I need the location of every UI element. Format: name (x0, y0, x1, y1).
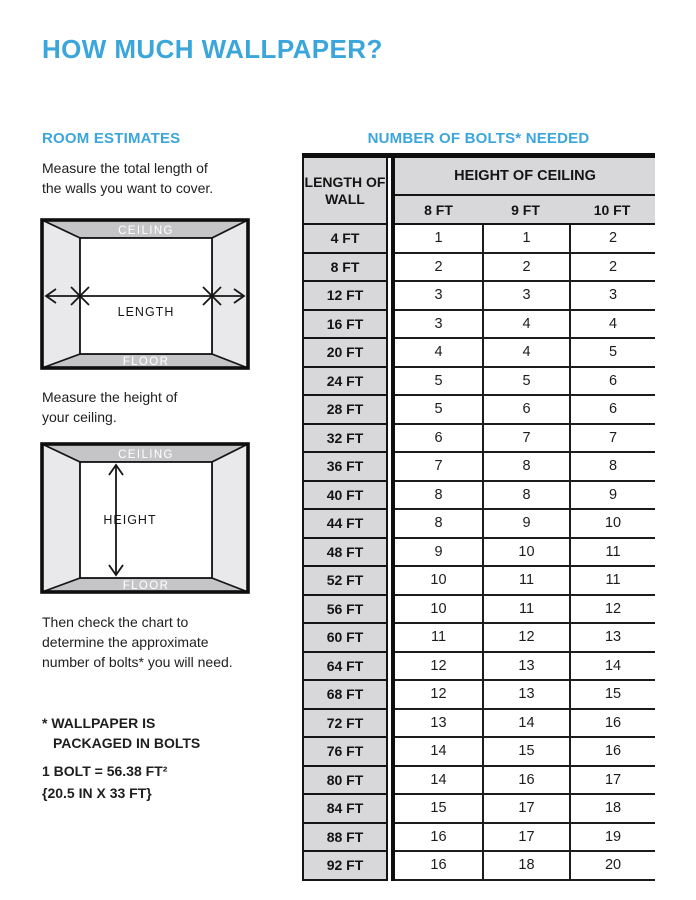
wall-length-cell: 8 FT (302, 254, 388, 283)
instruction-measure-height (42, 387, 177, 427)
bolt-count-cell: 20 (569, 852, 655, 881)
bolt-count-cell: 6 (395, 425, 482, 454)
bolt-count-cell: 12 (482, 624, 569, 653)
right-wall-face (212, 444, 248, 592)
wall-length-cell: 80 FT (302, 767, 388, 796)
table-row (302, 824, 655, 853)
wall-length-cell: 68 FT (302, 681, 388, 710)
bolt-count-cell: 17 (482, 795, 569, 824)
wall-length-cell: 40 FT (302, 482, 388, 511)
wall-length-cell: 36 FT (302, 453, 388, 482)
bolt-count-cell: 14 (395, 767, 482, 796)
column-divider-bar (388, 311, 395, 340)
bolt-count-cell: 7 (482, 425, 569, 454)
wall-length-cell: 4 FT (302, 225, 388, 254)
table-row (302, 738, 655, 767)
table-row (302, 282, 655, 311)
bolt-count-cell: 13 (569, 624, 655, 653)
column-divider-bar (388, 795, 395, 824)
bolt-count-cell: 3 (395, 282, 482, 311)
ceiling-label: CEILING (118, 225, 174, 237)
floor-label: FLOOR (122, 356, 170, 368)
bolt-count-cell: 16 (569, 738, 655, 767)
table-row (302, 225, 655, 254)
bolt-count-cell: 2 (569, 225, 655, 254)
bolt-count-cell: 3 (482, 282, 569, 311)
bolt-count-cell: 11 (482, 567, 569, 596)
column-divider-bar (388, 681, 395, 710)
bolt-count-cell: 12 (395, 681, 482, 710)
column-divider-bar (388, 624, 395, 653)
wall-length-cell: 60 FT (302, 624, 388, 653)
bolt-count-cell: 15 (569, 681, 655, 710)
bolt-count-cell: 8 (569, 453, 655, 482)
table-row (302, 653, 655, 682)
bolt-count-cell: 17 (569, 767, 655, 796)
bolt-count-cell: 12 (569, 596, 655, 625)
column-divider-bar (388, 710, 395, 739)
text-line: 1 BOLT = 56.38 FT² (42, 763, 168, 779)
instruction-measure-length (42, 158, 213, 198)
column-divider-bar (388, 225, 395, 254)
table-row (302, 425, 655, 454)
text-line: number of bolts* you will need. (42, 654, 233, 670)
bolt-count-cell: 11 (395, 624, 482, 653)
bolt-count-cell: 10 (395, 596, 482, 625)
bolt-count-cell: 3 (395, 311, 482, 340)
wall-length-cell: 84 FT (302, 795, 388, 824)
wall-length-cell: 44 FT (302, 510, 388, 539)
bolt-count-cell: 7 (395, 453, 482, 482)
wall-length-cell: 76 FT (302, 738, 388, 767)
text-line: the walls you want to cover. (42, 180, 214, 196)
wall-length-cell: 24 FT (302, 368, 388, 397)
table-row (302, 311, 655, 340)
table-row (302, 596, 655, 625)
bolt-count-cell: 6 (569, 368, 655, 397)
bolt-count-cell: 8 (482, 482, 569, 511)
column-divider-bar (388, 653, 395, 682)
bolt-count-cell: 19 (569, 824, 655, 853)
bolt-count-cell: 9 (569, 482, 655, 511)
text-line: PACKAGED IN BOLTS (53, 735, 201, 751)
table-row (302, 624, 655, 653)
bolt-count-cell: 11 (569, 567, 655, 596)
table-row (302, 539, 655, 568)
column-divider-bar (388, 453, 395, 482)
text-line: Measure the height of (42, 389, 178, 405)
wall-length-cell: 88 FT (302, 824, 388, 853)
room-diagram-height (40, 442, 250, 594)
instruction-check-chart (42, 612, 233, 672)
bolt-count-cell: 7 (569, 425, 655, 454)
wall-length-cell: 28 FT (302, 396, 388, 425)
column-divider-bar (388, 254, 395, 283)
table-row (302, 396, 655, 425)
room-diagram-length (40, 218, 250, 370)
header-row-1 (302, 158, 655, 196)
wall-length-cell: 32 FT (302, 425, 388, 454)
column-divider-bar (388, 339, 395, 368)
column-divider-bar (388, 158, 395, 225)
table-row (302, 710, 655, 739)
bolt-count-cell: 2 (569, 254, 655, 283)
column-divider-bar (388, 824, 395, 853)
bolt-count-cell: 8 (395, 510, 482, 539)
wall-length-cell: 48 FT (302, 539, 388, 568)
wall-length-cell: 20 FT (302, 339, 388, 368)
bolt-count-cell: 1 (395, 225, 482, 254)
bolt-count-cell: 5 (569, 339, 655, 368)
ceiling-label: CEILING (118, 449, 174, 461)
table-row (302, 339, 655, 368)
ceiling-height-cell: 10 FT (569, 196, 655, 225)
bolt-count-cell: 2 (395, 254, 482, 283)
bolts-table-body (302, 225, 655, 881)
table-row (302, 767, 655, 796)
ceiling-height-cell: 8 FT (395, 196, 482, 225)
bolt-size-note (42, 760, 167, 804)
bolt-count-cell: 17 (482, 824, 569, 853)
bolt-count-cell: 15 (395, 795, 482, 824)
page-title: HOW MUCH WALLPAPER? (42, 34, 383, 64)
bolt-count-cell: 10 (569, 510, 655, 539)
column-divider-bar (388, 738, 395, 767)
table-row (302, 852, 655, 881)
bolt-count-cell: 1 (482, 225, 569, 254)
column-divider-bar (388, 510, 395, 539)
text-line: Then check the chart to (42, 614, 189, 630)
table-row (302, 482, 655, 511)
bolt-count-cell: 16 (395, 824, 482, 853)
column-divider-bar (388, 482, 395, 511)
column-divider-bar (388, 596, 395, 625)
table-row (302, 795, 655, 824)
room-estimates-heading: ROOM ESTIMATES (42, 130, 181, 147)
wall-length-cell: 92 FT (302, 852, 388, 881)
bolt-count-cell: 10 (395, 567, 482, 596)
bolt-count-cell: 16 (569, 710, 655, 739)
bolt-count-cell: 9 (482, 510, 569, 539)
bolt-count-cell: 11 (569, 539, 655, 568)
table-row (302, 510, 655, 539)
table-row (302, 567, 655, 596)
bolt-count-cell: 10 (482, 539, 569, 568)
bolt-count-cell: 5 (395, 396, 482, 425)
wall-length-cell: 16 FT (302, 311, 388, 340)
wall-length-cell: 72 FT (302, 710, 388, 739)
table-row (302, 254, 655, 283)
bolt-count-cell: 5 (395, 368, 482, 397)
bolt-count-cell: 4 (569, 311, 655, 340)
bolt-count-cell: 15 (482, 738, 569, 767)
floor-label: FLOOR (122, 580, 170, 592)
bolt-count-cell: 5 (482, 368, 569, 397)
bolt-count-cell: 18 (569, 795, 655, 824)
text-line: * WALLPAPER IS (42, 715, 156, 731)
bolt-count-cell: 12 (395, 653, 482, 682)
wall-length-cell: 12 FT (302, 282, 388, 311)
bolt-count-cell: 4 (482, 339, 569, 368)
length-label: LENGTH (117, 305, 175, 319)
height-label: HEIGHT (103, 513, 157, 527)
column-divider-bar (388, 368, 395, 397)
text-line: your ceiling. (42, 409, 117, 425)
ceiling-height-cell: 9 FT (482, 196, 569, 225)
bolt-count-cell: 9 (395, 539, 482, 568)
column-divider-bar (388, 425, 395, 454)
wall-length-cell: 64 FT (302, 653, 388, 682)
table-row (302, 453, 655, 482)
bolt-count-cell: 16 (482, 767, 569, 796)
bolt-count-cell: 6 (482, 396, 569, 425)
column-divider-bar (388, 567, 395, 596)
row-header-cell: LENGTH OF WALL (302, 158, 388, 225)
bolt-count-cell: 18 (482, 852, 569, 881)
bolt-count-cell: 13 (482, 653, 569, 682)
bolt-count-cell: 2 (482, 254, 569, 283)
ceiling-header-cell: HEIGHT OF CEILING (395, 158, 655, 196)
left-wall-face (42, 444, 80, 592)
bolts-table (302, 153, 655, 881)
bolt-count-cell: 11 (482, 596, 569, 625)
text-line: {20.5 IN X 33 FT} (42, 785, 152, 801)
table-header (302, 158, 655, 225)
bolt-count-cell: 16 (395, 852, 482, 881)
bolt-count-cell: 8 (482, 453, 569, 482)
wall-length-cell: 52 FT (302, 567, 388, 596)
bolt-count-cell: 4 (482, 311, 569, 340)
wall-length-cell: 56 FT (302, 596, 388, 625)
column-divider-bar (388, 767, 395, 796)
text-line: Measure the total length of (42, 160, 208, 176)
bolt-count-cell: 14 (395, 738, 482, 767)
column-divider-bar (388, 852, 395, 881)
text-line: determine the approximate (42, 634, 209, 650)
bolt-count-cell: 14 (482, 710, 569, 739)
column-divider-bar (388, 396, 395, 425)
bolt-count-cell: 13 (482, 681, 569, 710)
column-divider-bar (388, 539, 395, 568)
bolt-count-cell: 13 (395, 710, 482, 739)
bolt-count-cell: 8 (395, 482, 482, 511)
table-row (302, 368, 655, 397)
bolt-count-cell: 3 (569, 282, 655, 311)
wallpaper-note (42, 713, 200, 753)
table-row (302, 681, 655, 710)
bolt-count-cell: 14 (569, 653, 655, 682)
bolt-count-cell: 6 (569, 396, 655, 425)
column-divider-bar (388, 282, 395, 311)
bolts-needed-heading: NUMBER OF BOLTS* NEEDED (367, 130, 590, 147)
bolt-count-cell: 4 (395, 339, 482, 368)
